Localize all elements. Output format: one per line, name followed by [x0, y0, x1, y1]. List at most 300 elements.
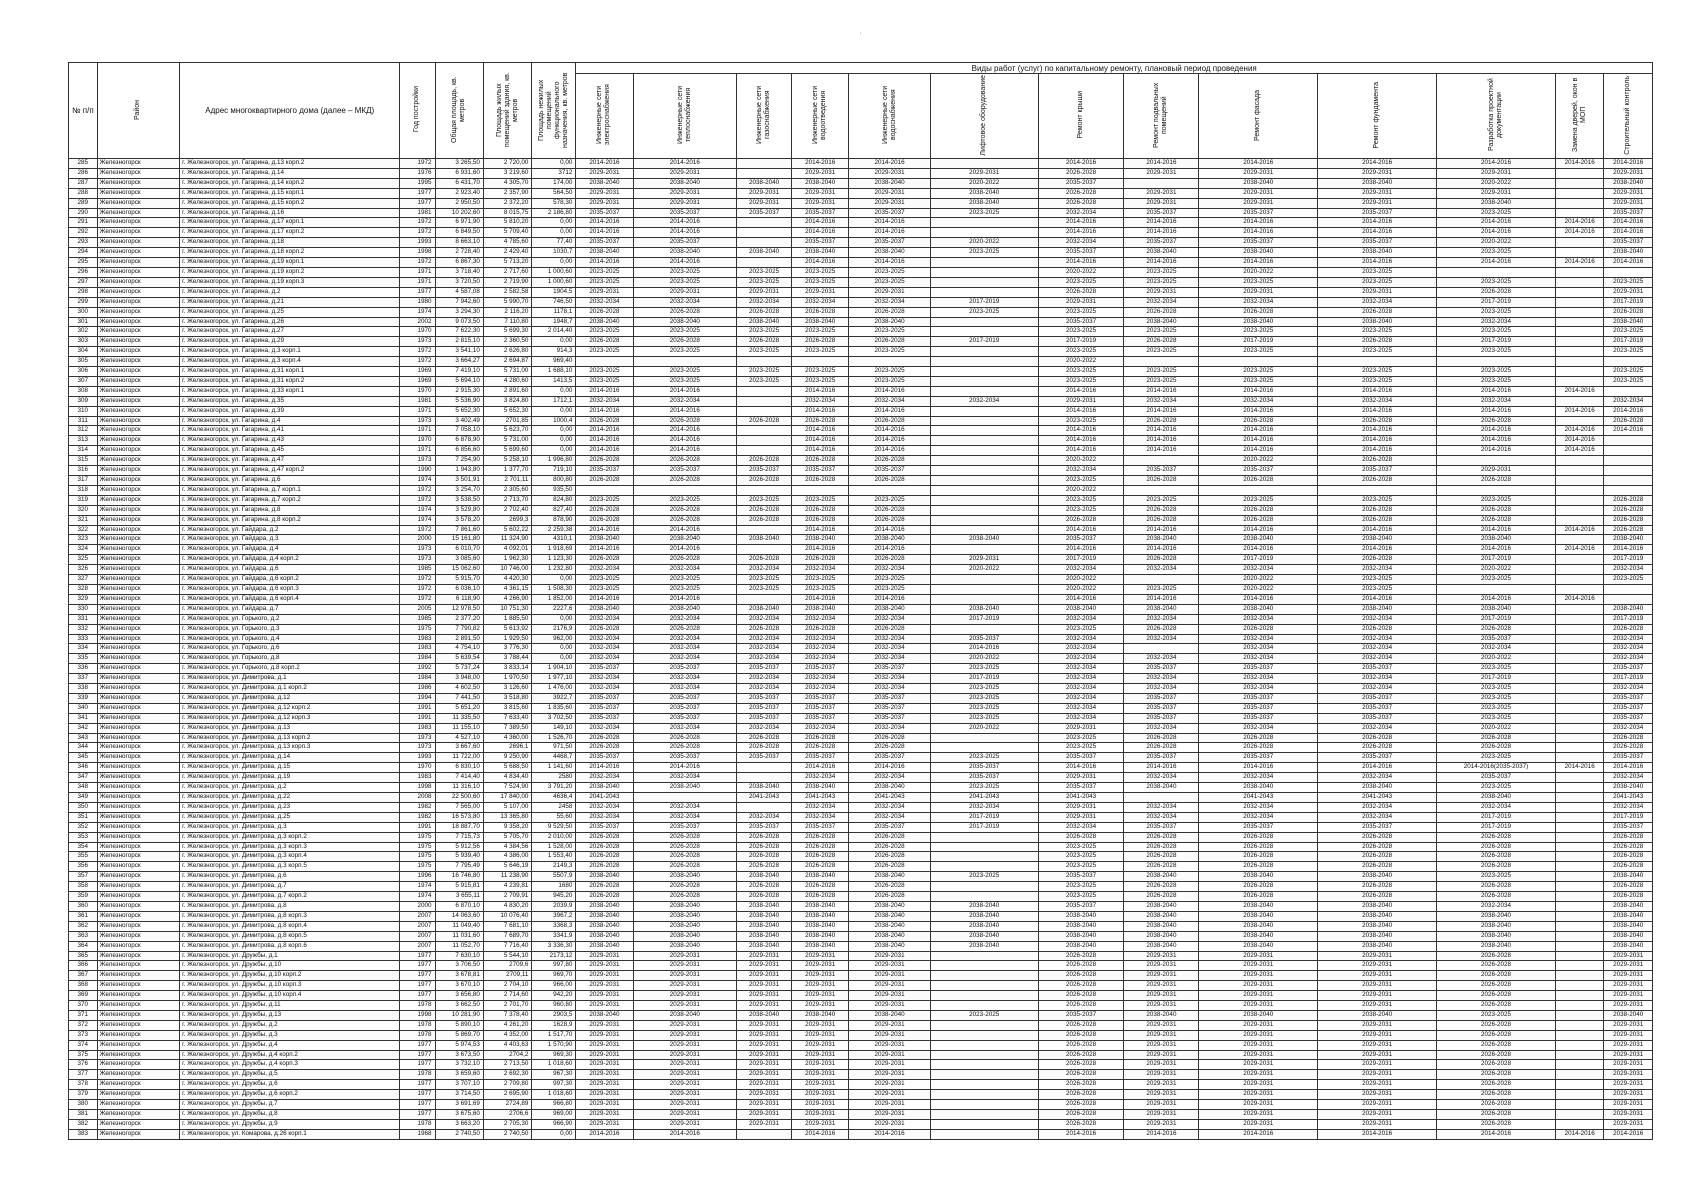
cell-work-period [1555, 961, 1603, 971]
cell-work-period: 2014-2016 [1124, 436, 1199, 446]
cell-work-period: 2032-2034 [1124, 297, 1199, 307]
cell-address: г. Железногорск, ул. Гагарина, д.17 корп.2 [180, 228, 400, 238]
cell-work-period: 2026-2028 [737, 515, 792, 525]
cell-work-period: 2023-2025 [576, 267, 633, 277]
cell-work-period: 2020-2022 [1437, 565, 1556, 575]
cell-work-period: 2026-2028 [1318, 892, 1437, 902]
cell-work-period: 2029-2031 [849, 951, 930, 961]
cell-work-period [1318, 357, 1437, 367]
cell-district: Железногорск [97, 446, 180, 456]
cell-nonliving-area: 827,40 [532, 505, 576, 515]
cell-living-area: 7 681,10 [483, 921, 531, 931]
cell-work-period: 2023-2025 [930, 753, 1038, 763]
cell-work-period: 2023-2025 [1437, 367, 1556, 377]
table-row [69, 832, 1653, 842]
cell-work-period: 2014-2016 [849, 228, 930, 238]
cell-work-period: 2035-2037 [737, 664, 792, 674]
cell-work-period: 2038-2040 [576, 178, 633, 188]
cell-work-period: 2026-2028 [633, 456, 736, 466]
cell-work-period: 2035-2037 [1318, 466, 1437, 476]
cell-work-period: 2038-2040 [1318, 901, 1437, 911]
cell-address: г. Железногорск, ул. Дружбы, д.13 [180, 1010, 400, 1020]
cell-num: 305 [69, 357, 98, 367]
cell-living-area: 11 238,90 [483, 872, 531, 882]
cell-work-period: 2029-2031 [1199, 971, 1318, 981]
cell-work-period: 2041-2043 [1199, 793, 1318, 803]
cell-living-area: 5 731,00 [483, 436, 531, 446]
cell-work-period: 2014-2016 [1124, 426, 1199, 436]
cell-address: г. Железногорск, ул. Димитрова, д.2 [180, 783, 400, 793]
cell-work-period: 2023-2025 [930, 693, 1038, 703]
cell-work-period: 2035-2037 [1199, 238, 1318, 248]
cell-work-period [930, 1050, 1038, 1060]
cell-work-period: 2023-2025 [633, 277, 736, 287]
cell-work-period: 2026-2028 [1318, 832, 1437, 842]
cell-work-period [1555, 416, 1603, 426]
cell-work-period: 2014-2016 [1038, 228, 1124, 238]
cell-living-area: 2 719,90 [483, 277, 531, 287]
cell-work-period: 2014-2016 [576, 218, 633, 228]
cell-work-period: 2023-2025 [1437, 327, 1556, 337]
cell-work-period: 2035-2037 [1437, 634, 1556, 644]
cell-work-period: 2026-2028 [1437, 1050, 1556, 1060]
cell-work-period: 2038-2040 [1604, 604, 1653, 614]
cell-work-period: 2038-2040 [1124, 317, 1199, 327]
cell-work-period: 2014-2016 [1199, 525, 1318, 535]
table-row [69, 307, 1653, 317]
table-row [69, 1050, 1653, 1060]
cell-work-period [930, 1070, 1038, 1080]
cell-work-period: 2026-2028 [792, 307, 849, 317]
cell-num: 287 [69, 178, 98, 188]
cell-work-period: 2038-2040 [849, 535, 930, 545]
cell-work-period: 2029-2031 [633, 188, 736, 198]
cell-num: 372 [69, 1020, 98, 1030]
cell-total-area: 6 971,90 [435, 218, 483, 228]
cell-work-period: 2035-2037 [1199, 753, 1318, 763]
cell-num: 308 [69, 386, 98, 396]
cell-work-period: 2038-2040 [1199, 901, 1318, 911]
cell-district: Железногорск [97, 842, 180, 852]
cell-work-period: 2035-2037 [576, 703, 633, 713]
cell-work-period: 2023-2025 [1124, 367, 1199, 377]
cell-work-period [1555, 297, 1603, 307]
cell-num: 335 [69, 654, 98, 664]
table-row [69, 951, 1653, 961]
cell-work-period: 2029-2031 [792, 1090, 849, 1100]
cell-address: г. Железногорск, ул. Димитрова, д.3 корп.5 [180, 862, 400, 872]
cell-work-period: 2014-2016 [576, 594, 633, 604]
cell-work-period: 2029-2031 [792, 188, 849, 198]
cell-work-period: 2023-2025 [1124, 495, 1199, 505]
cell-num: 327 [69, 575, 98, 585]
cell-work-period: 2023-2025 [633, 376, 736, 386]
cell-nonliving-area: 1948,7 [532, 317, 576, 327]
cell-num: 332 [69, 624, 98, 634]
cell-work-period: 2023-2025 [1199, 327, 1318, 337]
cell-work-period: 2029-2031 [849, 1040, 930, 1050]
cell-work-period: 2029-2031 [792, 1040, 849, 1050]
cell-work-period: 2035-2037 [1318, 664, 1437, 674]
cell-work-period: 2029-2031 [792, 168, 849, 178]
cell-total-area: 11 722,00 [435, 753, 483, 763]
cell-year: 1973 [400, 555, 435, 565]
cell-work-period: 2026-2028 [1437, 624, 1556, 634]
table-row [69, 644, 1653, 654]
cell-work-period [1555, 188, 1603, 198]
cell-work-period: 2023-2025 [1124, 376, 1199, 386]
cell-work-period: 2023-2025 [1038, 495, 1124, 505]
cell-work-period: 2026-2028 [576, 555, 633, 565]
cell-year: 2000 [400, 901, 435, 911]
cell-work-period: 2029-2031 [792, 1030, 849, 1040]
cell-district: Железногорск [97, 793, 180, 803]
cell-num: 319 [69, 495, 98, 505]
cell-work-period: 2032-2034 [737, 723, 792, 733]
cell-work-period: 2014-2016 [792, 426, 849, 436]
cell-total-area: 11 031,60 [435, 931, 483, 941]
cell-nonliving-area: 0,00 [532, 436, 576, 446]
cell-work-period [1555, 743, 1603, 753]
cell-work-period: 2038-2040 [1124, 872, 1199, 882]
cell-work-period: 2029-2031 [849, 1070, 930, 1080]
col-header-work-5: Лифтовое оборудование [930, 74, 1038, 159]
cell-work-period: 2029-2031 [849, 991, 930, 1001]
cell-work-period: 2029-2031 [849, 1090, 930, 1100]
cell-work-period: 2038-2040 [792, 931, 849, 941]
cell-living-area: 4 403,63 [483, 1040, 531, 1050]
cell-total-area: 3 294,30 [435, 307, 483, 317]
cell-work-period: 2038-2040 [792, 872, 849, 882]
cell-address: г. Железногорск, ул. Димитрова, д.8 [180, 901, 400, 911]
cell-nonliving-area: 1 476,00 [532, 684, 576, 694]
cell-work-period: 2038-2040 [1318, 178, 1437, 188]
cell-work-period: 2035-2037 [633, 822, 736, 832]
cell-work-period: 2035-2037 [1038, 901, 1124, 911]
cell-work-period: 2038-2040 [1318, 248, 1437, 258]
cell-num: 304 [69, 347, 98, 357]
cell-nonliving-area: 564,50 [532, 188, 576, 198]
cell-num: 294 [69, 248, 98, 258]
cell-total-area: 3 402,49 [435, 416, 483, 426]
cell-work-period: 2023-2025 [1038, 733, 1124, 743]
col-header-work-3: Инженерные сети водоотведения [792, 74, 849, 159]
cell-work-period: 2026-2028 [1124, 882, 1199, 892]
table-row [69, 604, 1653, 614]
cell-nonliving-area: 1 000,60 [532, 267, 576, 277]
cell-living-area: 5 544,10 [483, 951, 531, 961]
cell-work-period [1604, 594, 1653, 604]
cell-nonliving-area: 969,00 [532, 1110, 576, 1120]
cell-work-period: 2029-2031 [849, 287, 930, 297]
cell-work-period: 2038-2040 [1199, 248, 1318, 258]
cell-address: г. Железногорск, ул. Димитрова, д.1 корп.2 [180, 684, 400, 694]
table-row [69, 347, 1653, 357]
cell-work-period [1555, 654, 1603, 664]
cell-num: 311 [69, 416, 98, 426]
table-row [69, 1119, 1653, 1129]
cell-work-period: 2029-2031 [633, 971, 736, 981]
cell-work-period: 2023-2025 [1318, 367, 1437, 377]
cell-work-period: 2035-2037 [576, 713, 633, 723]
cell-address: г. Железногорск, ул. Дружбы, д.11 [180, 1001, 400, 1011]
cell-work-period: 2038-2040 [633, 604, 736, 614]
cell-district: Железногорск [97, 416, 180, 426]
cell-total-area: 5 974,53 [435, 1040, 483, 1050]
cell-work-period: 2032-2034 [792, 684, 849, 694]
cell-work-period: 2014-2016 [849, 426, 930, 436]
cell-work-period: 2029-2031 [576, 1020, 633, 1030]
cell-nonliving-area: 0,00 [532, 446, 576, 456]
cell-work-period: 2026-2028 [849, 624, 930, 634]
cell-work-period [1555, 485, 1603, 495]
cell-nonliving-area: 0,00 [532, 1129, 576, 1139]
cell-work-period: 2014-2016 [1437, 545, 1556, 555]
cell-work-period: 2038-2040 [1199, 535, 1318, 545]
cell-work-period: 2014-2016 [633, 386, 736, 396]
cell-address: г. Железногорск, ул. Гагарина, д.6 [180, 476, 400, 486]
cell-work-period: 2026-2028 [1318, 456, 1437, 466]
cell-living-area: 2699,3 [483, 515, 531, 525]
cell-address: г. Железногорск, ул. Димитрова, д.12 [180, 693, 400, 703]
cell-nonliving-area: 2 014,40 [532, 327, 576, 337]
cell-work-period: 2026-2028 [849, 733, 930, 743]
cell-work-period: 2032-2034 [1318, 614, 1437, 624]
cell-work-period: 2029-2031 [1199, 991, 1318, 1001]
cell-work-period [930, 406, 1038, 416]
cell-work-period: 2026-2028 [792, 515, 849, 525]
cell-nonliving-area: 4310,1 [532, 535, 576, 545]
cell-work-period: 2014-2016 [792, 545, 849, 555]
cell-district: Железногорск [97, 456, 180, 466]
cell-nonliving-area: 3 702,50 [532, 713, 576, 723]
cell-work-period: 2029-2031 [792, 198, 849, 208]
cell-work-period: 2029-2031 [1124, 1060, 1199, 1070]
cell-work-period [1604, 466, 1653, 476]
cell-work-period: 2029-2031 [576, 1080, 633, 1090]
cell-address: г. Железногорск, ул. Димитрова, д.22 [180, 793, 400, 803]
cell-year: 1970 [400, 327, 435, 337]
cell-work-period: 2014-2016 [849, 594, 930, 604]
cell-work-period: 2038-2040 [1604, 931, 1653, 941]
cell-work-period [930, 981, 1038, 991]
table-row [69, 584, 1653, 594]
cell-work-period: 2014-2016 [1555, 436, 1603, 446]
cell-num: 343 [69, 733, 98, 743]
cell-district: Железногорск [97, 357, 180, 367]
cell-work-period: 2029-2031 [1604, 1030, 1653, 1040]
cell-work-period: 2038-2040 [633, 178, 736, 188]
cell-year: 1991 [400, 703, 435, 713]
cell-year: 1972 [400, 525, 435, 535]
cell-work-period: 2026-2028 [1199, 842, 1318, 852]
cell-year: 1970 [400, 386, 435, 396]
cell-work-period: 2014-2016 [792, 594, 849, 604]
table-row [69, 159, 1653, 169]
cell-work-period: 2038-2040 [930, 901, 1038, 911]
cell-work-period [1555, 1030, 1603, 1040]
cell-year: 2005 [400, 604, 435, 614]
cell-work-period: 2023-2025 [576, 575, 633, 585]
cell-work-period: 2041-2043 [1038, 793, 1124, 803]
cell-work-period: 2041-2043 [576, 793, 633, 803]
cell-work-period: 2029-2031 [849, 1100, 930, 1110]
cell-work-period: 2017-2019 [1199, 337, 1318, 347]
cell-work-period: 2029-2031 [1199, 961, 1318, 971]
cell-address: г. Железногорск, ул. Дружбы, д.4 корп.3 [180, 1060, 400, 1070]
cell-num: 339 [69, 693, 98, 703]
cell-work-period: 2029-2031 [849, 971, 930, 981]
cell-nonliving-area: 55,60 [532, 812, 576, 822]
cell-work-period: 2035-2037 [576, 822, 633, 832]
cell-work-period [1555, 901, 1603, 911]
cell-work-period: 2014-2016 [633, 1129, 736, 1139]
cell-work-period: 2014-2016 [1318, 386, 1437, 396]
cell-work-period: 2032-2034 [849, 565, 930, 575]
cell-num: 298 [69, 287, 98, 297]
cell-work-period: 2014-2016 [1437, 406, 1556, 416]
cell-work-period: 2026-2028 [1124, 505, 1199, 515]
cell-work-period [737, 436, 792, 446]
cell-work-period: 2032-2034 [1604, 565, 1653, 575]
cell-work-period: 2014-2016 [633, 446, 736, 456]
cell-work-period: 2038-2040 [1437, 198, 1556, 208]
cell-work-period: 2026-2028 [737, 337, 792, 347]
cell-work-period: 2035-2037 [1124, 713, 1199, 723]
cell-work-period: 2014-2016 [930, 644, 1038, 654]
cell-work-period: 2029-2031 [1604, 1070, 1653, 1080]
cell-work-period: 2029-2031 [1318, 1090, 1437, 1100]
cell-work-period [1555, 1001, 1603, 1011]
cell-work-period: 2029-2031 [633, 961, 736, 971]
cell-work-period: 2026-2028 [1038, 1060, 1124, 1070]
cell-address: г. Железногорск, ул. Димитрова, д.7 корп.2 [180, 892, 400, 902]
cell-work-period: 2029-2031 [576, 168, 633, 178]
cell-work-period: 2029-2031 [576, 1070, 633, 1080]
cell-work-period: 2026-2028 [737, 832, 792, 842]
cell-work-period: 2038-2040 [633, 901, 736, 911]
cell-district: Железногорск [97, 218, 180, 228]
cell-work-period: 2038-2040 [792, 911, 849, 921]
cell-num: 345 [69, 753, 98, 763]
cell-work-period: 2038-2040 [1604, 901, 1653, 911]
cell-work-period: 2020-2022 [1038, 456, 1124, 466]
cell-work-period: 2038-2040 [1437, 921, 1556, 931]
cell-work-period: 2026-2028 [1199, 307, 1318, 317]
cell-work-period: 2029-2031 [1199, 1100, 1318, 1110]
cell-work-period: 2026-2028 [792, 505, 849, 515]
cell-total-area: 2 815,10 [435, 337, 483, 347]
cell-living-area: 3 824,80 [483, 396, 531, 406]
cell-work-period: 2026-2028 [1038, 1100, 1124, 1110]
cell-work-period: 2023-2025 [930, 872, 1038, 882]
table-row [69, 693, 1653, 703]
cell-total-area: 6 849,50 [435, 228, 483, 238]
col-header-work-2: Инженерные сети газоснабжения [737, 74, 792, 159]
cell-living-area: 7 389,50 [483, 723, 531, 733]
table-row [69, 743, 1653, 753]
cell-district: Железногорск [97, 248, 180, 258]
cell-total-area: 5 652,30 [435, 406, 483, 416]
table-row [69, 852, 1653, 862]
cell-work-period [1604, 584, 1653, 594]
cell-work-period: 2035-2037 [737, 822, 792, 832]
cell-work-period: 2026-2028 [633, 852, 736, 862]
cell-nonliving-area: 1413,5 [532, 376, 576, 386]
cell-work-period: 2014-2016 [792, 386, 849, 396]
cell-work-period: 2014-2016 [792, 218, 849, 228]
cell-work-period [737, 525, 792, 535]
cell-work-period: 2035-2037 [849, 664, 930, 674]
cell-num: 371 [69, 1010, 98, 1020]
cell-work-period: 2026-2028 [1604, 733, 1653, 743]
cell-address: г. Железногорск, ул. Гагарина, д.19 корп.1 [180, 258, 400, 268]
cell-work-period: 2032-2034 [1199, 773, 1318, 783]
cell-nonliving-area: 1 018,60 [532, 1060, 576, 1070]
cell-work-period: 2029-2031 [576, 198, 633, 208]
cell-work-period: 2029-2031 [633, 1100, 736, 1110]
cell-work-period [930, 376, 1038, 386]
cell-address: г. Железногорск, ул. Горького, д.2 [180, 614, 400, 624]
cell-work-period: 2029-2031 [576, 981, 633, 991]
cell-work-period: 2026-2028 [849, 862, 930, 872]
cell-work-period: 2026-2028 [576, 624, 633, 634]
cell-year: 1978 [400, 1070, 435, 1080]
cell-nonliving-area: 1 996,80 [532, 456, 576, 466]
cell-address: г. Железногорск, ул. Горького, д.3 [180, 624, 400, 634]
cell-work-period [1555, 872, 1603, 882]
cell-work-period: 2038-2040 [849, 317, 930, 327]
cell-work-period: 2026-2028 [633, 842, 736, 852]
cell-total-area: 16 746,80 [435, 872, 483, 882]
table-row [69, 901, 1653, 911]
cell-work-period: 2026-2028 [737, 892, 792, 902]
cell-work-period: 2023-2025 [1437, 703, 1556, 713]
cell-living-area: 2 720,00 [483, 159, 531, 169]
cell-work-period: 2035-2037 [576, 753, 633, 763]
cell-work-period: 2014-2016 [1437, 594, 1556, 604]
cell-district: Железногорск [97, 763, 180, 773]
cell-total-area: 6 856,60 [435, 446, 483, 456]
cell-work-period [1555, 991, 1603, 1001]
cell-work-period: 2023-2025 [1124, 267, 1199, 277]
cell-work-period: 2032-2034 [849, 654, 930, 664]
cell-work-period [1555, 1060, 1603, 1070]
cell-work-period: 2023-2025 [792, 376, 849, 386]
cell-year: 1975 [400, 624, 435, 634]
cell-living-area: 7 378,40 [483, 1010, 531, 1020]
cell-work-period: 2014-2016 [1604, 426, 1653, 436]
cell-work-period: 2026-2028 [1437, 971, 1556, 981]
cell-total-area: 6 878,90 [435, 436, 483, 446]
cell-address: г. Железногорск, ул. Гагарина, д.18 корп.2 [180, 248, 400, 258]
cell-address: г. Железногорск, ул. Димитрова, д.13 корп.2 [180, 733, 400, 743]
cell-work-period: 2029-2031 [849, 1020, 930, 1030]
cell-living-area: 9 250,90 [483, 753, 531, 763]
cell-work-period: 2032-2034 [849, 684, 930, 694]
cell-total-area: 7 861,60 [435, 525, 483, 535]
cell-work-period: 2023-2025 [1437, 376, 1556, 386]
cell-work-period: 2023-2025 [1038, 416, 1124, 426]
cell-work-period: 2029-2031 [1199, 168, 1318, 178]
cell-num: 366 [69, 961, 98, 971]
cell-total-area: 3 254,70 [435, 485, 483, 495]
cell-work-period: 2023-2025 [1124, 584, 1199, 594]
cell-work-period: 2014-2016 [1604, 159, 1653, 169]
cell-work-period [1555, 357, 1603, 367]
cell-work-period: 2038-2040 [1604, 178, 1653, 188]
cell-work-period: 2035-2037 [1604, 713, 1653, 723]
